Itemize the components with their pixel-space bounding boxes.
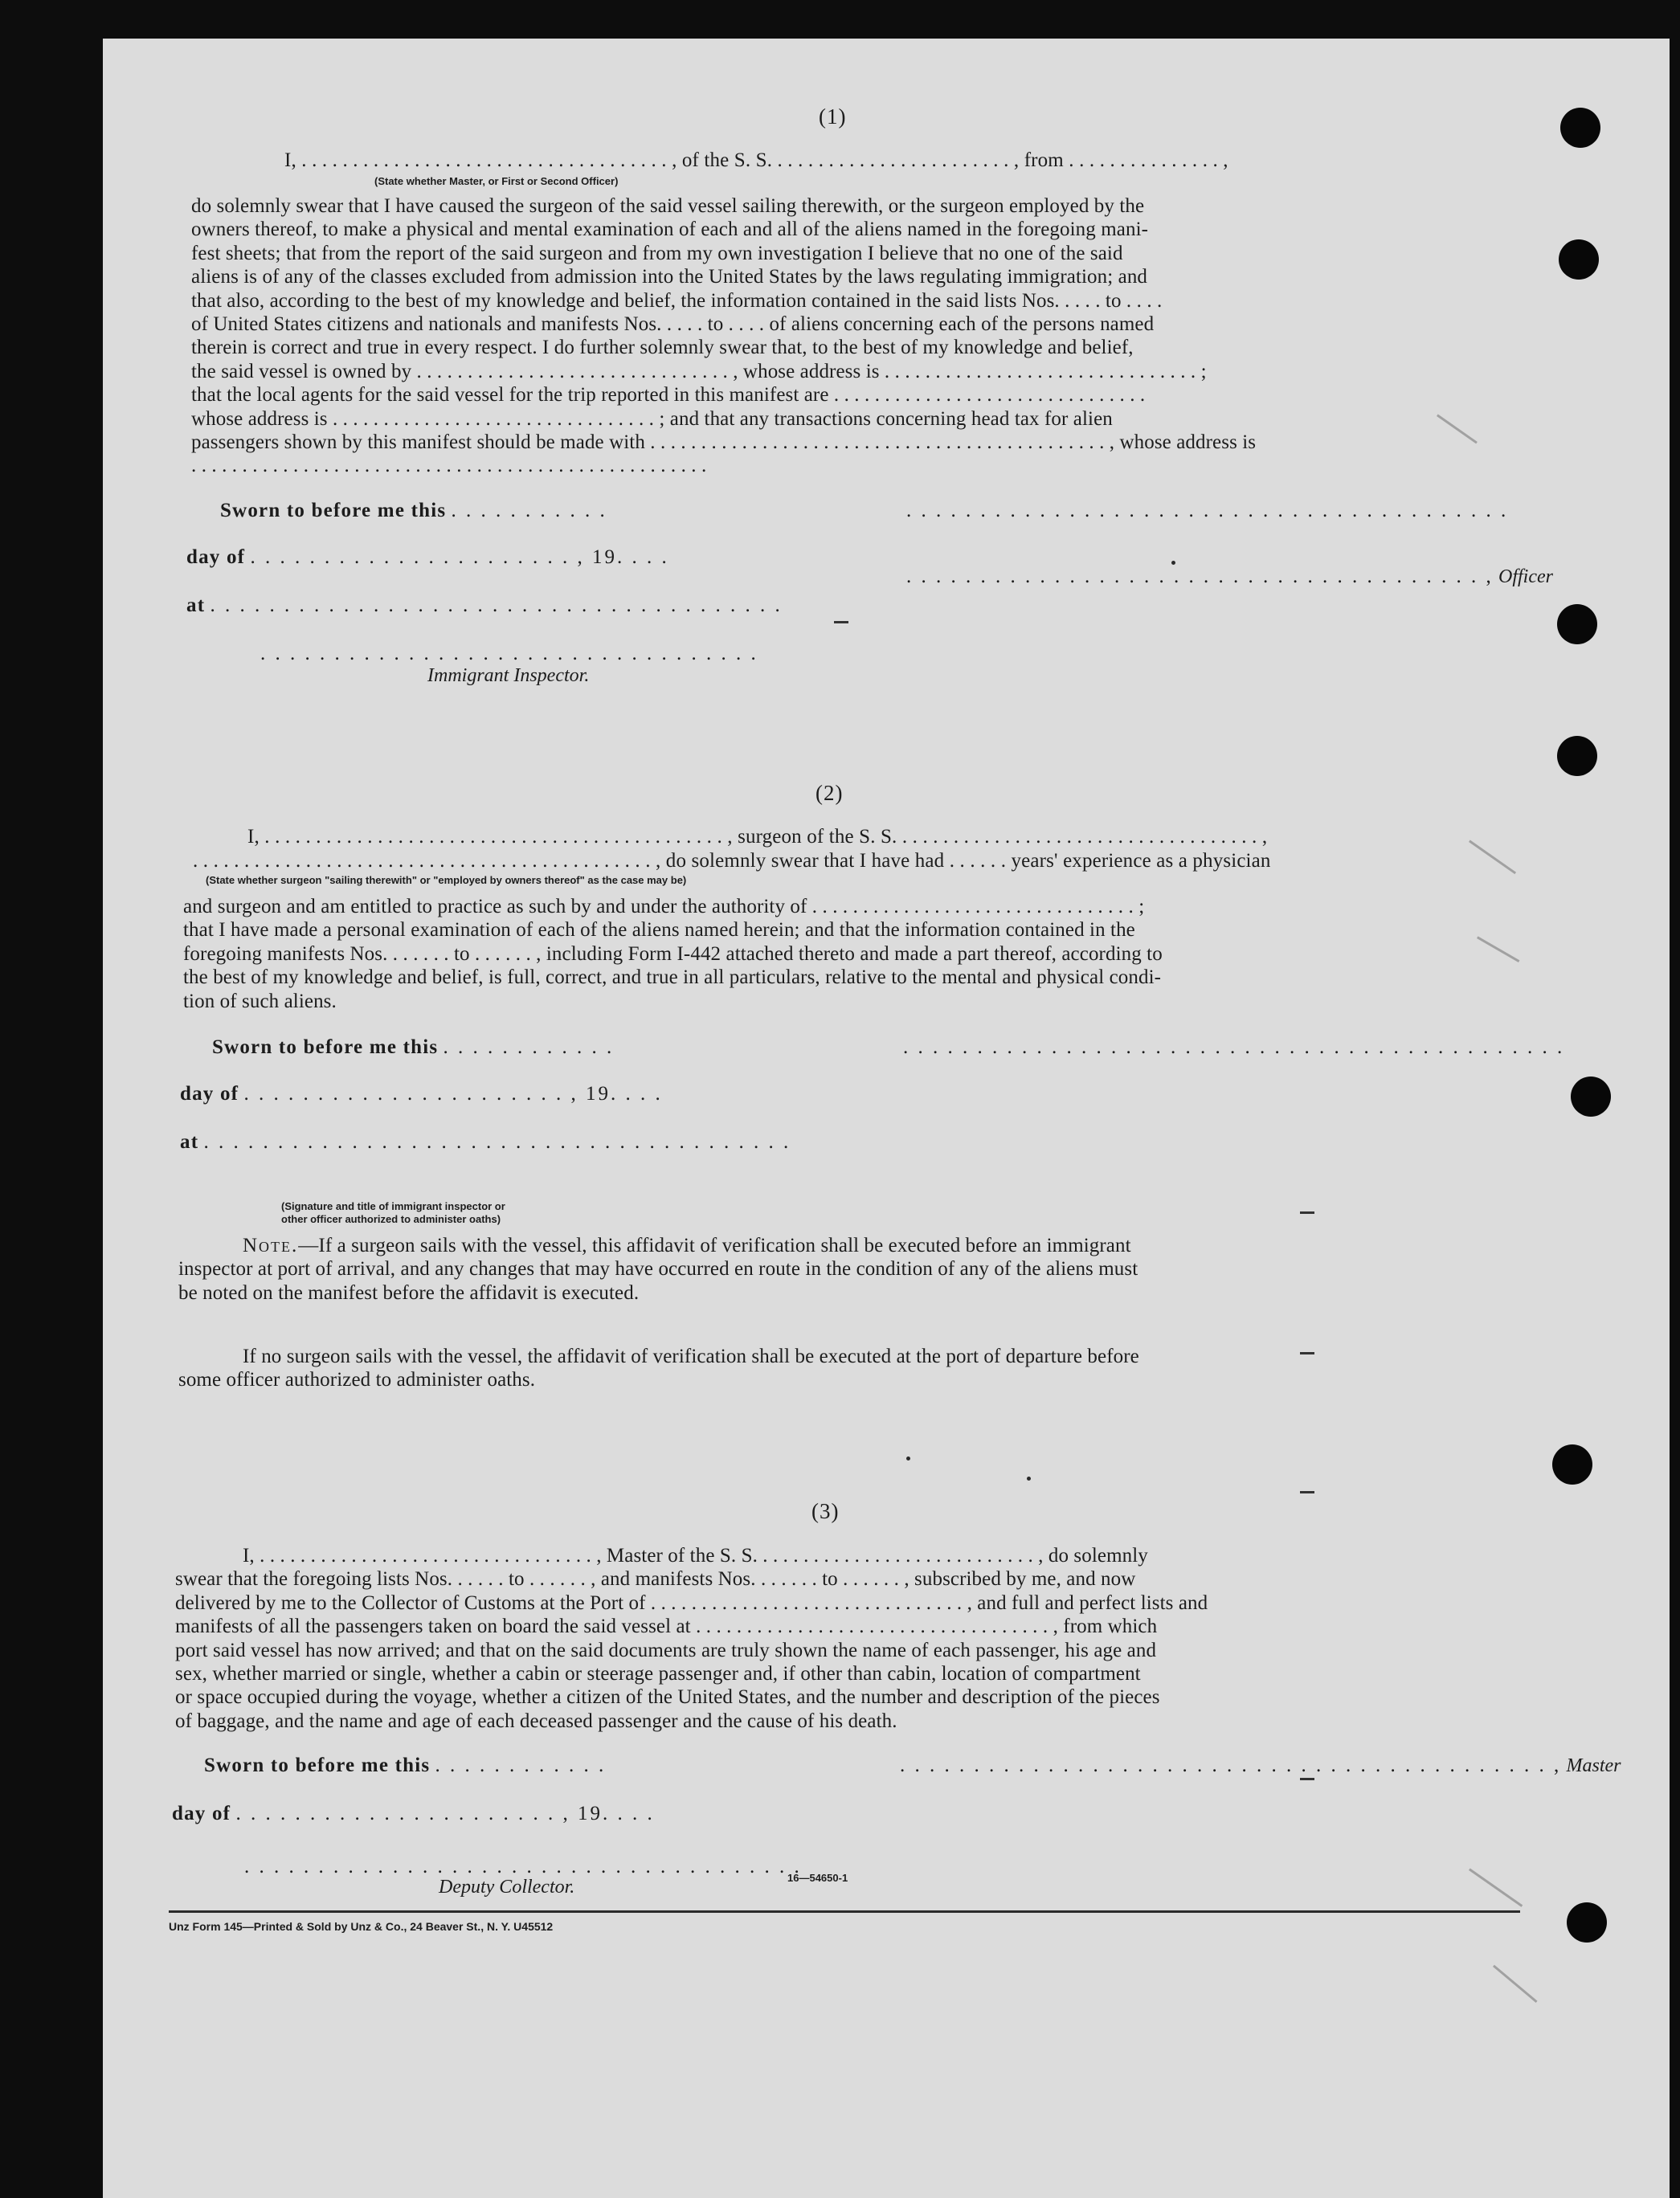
note-2-line: If no surgeon sails with the vessel, the affidavit of verification shall be executed at the port of departure before — [243, 1346, 1139, 1367]
section-1-day-row — [186, 546, 669, 569]
section-1-line: aliens is of any of the classes excluded from admission into the United States by the laws regulating immigration; and — [191, 266, 1148, 288]
section-3-line: or space occupied during the voyage, whether a citizen of the United States, and the number and description of the pieces — [175, 1686, 1160, 1709]
at-label: at — [180, 1131, 199, 1153]
at-blank: . . . . . . . . . . . . . . . . . . . . . . . . . . . . . . . . . . . . . . . — [210, 594, 783, 616]
punch-hole — [1552, 1444, 1592, 1485]
collector-blank: . . . . . . . . . . . . . . . . . . . . . . . . . . . . . . . . . . . . . . — [244, 1856, 802, 1877]
master-row — [900, 1755, 1621, 1777]
day-blank: . . . . . . . . . . . . . . . . . . . . . . , 19. . . . — [243, 1083, 663, 1105]
day-blank: . . . . . . . . . . . . . . . . . . . . . . , 19. . . . — [250, 546, 669, 568]
scan-dash — [834, 621, 848, 623]
section-3-number: (3) — [811, 1499, 840, 1523]
deputy-collector-label: Deputy Collector. — [439, 1877, 575, 1898]
section-1-line: that the local agents for the said vessel for the trip reported in this manifest are . . . . . . . . . . . . . . . . . . . . . . . . . . . . . . . — [191, 384, 1146, 407]
scan-streak — [1469, 840, 1516, 875]
scan-streak — [1437, 415, 1478, 444]
section-2-at-row — [180, 1131, 791, 1154]
section-2-number: (2) — [815, 781, 844, 805]
section-1-line: . . . . . . . . . . . . . . . . . . . . . . . . . . . . . . . . . . . . . . . . . . . . . . . . . . . — [191, 455, 707, 477]
scan-dash — [1300, 1211, 1314, 1214]
scan-streak — [1477, 936, 1519, 962]
officer-blank: . . . . . . . . . . . . . . . . . . . . . . . . . . . . . . . . . . . . . . . , — [906, 566, 1494, 587]
section-1-sworn-row — [220, 500, 607, 522]
section-3-line: delivered by me to the Collector of Customs at the Port of . . . . . . . . . . . . . . . . . . . . . . . . . . . . . . . , and full and perfect lists and — [175, 1591, 1208, 1614]
scan-dash — [1300, 1352, 1314, 1354]
section-2-line: the best of my knowledge and belief, is full, correct, and true in all particulars, relative to the mental and physical condi- — [183, 966, 1162, 989]
note-paragraph — [178, 1234, 1138, 1305]
section-2-second-line: . . . . . . . . . . . . . . . . . . . . . . . . . . . . . . . . . . . . . . . . . . . . . , do solemnly swear that I have had . . . . . . years' experience as a physician — [193, 850, 1271, 872]
sworn-blank: . . . . . . . . . . . — [451, 500, 607, 521]
section-3-line: of baggage, and the name and age of each deceased passenger and the cause of his death. — [175, 1710, 897, 1732]
section-2-sworn-row — [212, 1036, 614, 1059]
scan-speck — [906, 1456, 910, 1461]
at-label: at — [186, 594, 206, 616]
inspector-blank: . . . . . . . . . . . . . . . . . . . . . . . . . . . . . . . . . . — [260, 643, 758, 664]
sworn-label: Sworn to before me this — [220, 500, 447, 521]
section-3-line: port said vessel has now arrived; and that on the said documents are truly shown the name of each passenger, his age and — [175, 1639, 1157, 1661]
note-2-paragraph — [178, 1345, 1139, 1392]
punch-hole — [1559, 239, 1599, 280]
immigrant-inspector-label: Immigrant Inspector. — [427, 665, 590, 686]
section-1-line: of United States citizens and nationals and manifests Nos. . . . . to . . . . of aliens concerning each of the persons named — [191, 313, 1155, 336]
section-3-line: I, . . . . . . . . . . . . . . . . . . . . . . . . . . . . . . . . . , Master of the S. S. . . . . . . . . . . . . . . . . . . . . . . . . . . . , do solemnly — [243, 1545, 1148, 1567]
note-line: be noted on the manifest before the affidavit is executed. — [178, 1281, 640, 1304]
section-1-line: fest sheets; that from the report of the said surgeon and from my own investigation I believe that no one of the said — [191, 242, 1123, 264]
punch-hole — [1557, 736, 1597, 776]
section-1-line: whose address is . . . . . . . . . . . . . . . . . . . . . . . . . . . . . . . . ; and that any transactions concerning head tax for alien — [191, 407, 1113, 430]
section-3-line: sex, whether married or single, whether a cabin or steerage passenger and, if other than cabin, location of compartment — [175, 1663, 1141, 1685]
scan-dash — [1300, 1778, 1314, 1780]
note-line: inspector at port of arrival, and any changes that may have occurred en route in the condition of any of the aliens must — [178, 1258, 1138, 1281]
sworn-label: Sworn to before me this — [212, 1036, 439, 1058]
section-1-line: do solemnly swear that I have caused the surgeon of the said vessel sailing therewith, or the surgeon employed by the — [191, 195, 1145, 217]
signature-caption-line-2: other officer authorized to administer oaths) — [281, 1213, 501, 1225]
section-1-number: (1) — [819, 104, 847, 129]
day-of-label: day of — [186, 546, 246, 568]
scan-speck — [1171, 561, 1175, 565]
day-of-label: day of — [172, 1803, 231, 1824]
section-2-signature-blank: . . . . . . . . . . . . . . . . . . . . . . . . . . . . . . . . . . . . . . . . . . . . . — [903, 1036, 1565, 1058]
master-blank: . . . . . . . . . . . . . . . . . . . . . . . . . . . . . . . . . . . . . . . . . . . . , — [900, 1755, 1562, 1776]
section-2-caption: (State whether surgeon "sailing therewith" or "employed by owners thereof" as the case may be) — [206, 874, 687, 886]
section-2-line: tion of such aliens. — [183, 990, 337, 1012]
note-label: Note. — [243, 1235, 299, 1256]
section-3-sworn-row — [204, 1755, 606, 1777]
section-1-line: the said vessel is owned by . . . . . . . . . . . . . . . . . . . . . . . . . . . . . . . , whose address is . . . . . . . . . . . . . . . . . . . . . . . . . . . . . . . ; — [191, 360, 1207, 382]
day-blank: . . . . . . . . . . . . . . . . . . . . . . , 19. . . . — [235, 1803, 655, 1824]
scan-speck — [1027, 1477, 1031, 1481]
scan-streak — [1469, 1869, 1523, 1907]
section-3-day-row — [172, 1803, 655, 1825]
signature-caption-line-1: (Signature and title of immigrant inspector or — [281, 1200, 505, 1212]
sworn-label: Sworn to before me this — [204, 1755, 431, 1776]
section-1-line: that also, according to the best of my knowledge and belief, the information contained in the said lists Nos. . . . . to . . . . — [191, 289, 1163, 312]
printer-footer: Unz Form 145—Printed & Sold by Unz & Co., 24 Beaver St., N. Y. U45512 — [169, 1920, 554, 1933]
punch-hole — [1571, 1077, 1611, 1117]
section-2-line: and surgeon and am entitled to practice as such by and under the authority of . . . . . . . . . . . . . . . . . . . . . . . . . . . . . . . . ; — [183, 896, 1145, 917]
section-1-at-row — [186, 594, 783, 617]
section-1-caption: (State whether Master, or First or Second Officer) — [374, 175, 619, 187]
note-text: —If a surgeon sails with the vessel, this affidavit of verification shall be executed before an immigrant — [298, 1235, 1131, 1256]
section-3-line: swear that the foregoing lists Nos. . . . . . to . . . . . . , and manifests Nos. . . . . . . to . . . . . . , subscribed by me, and now — [175, 1568, 1136, 1591]
section-2-line: that I have made a personal examination of each of the aliens named herein; and that the information contained in the — [183, 919, 1135, 942]
note-2-line: some officer authorized to administer oaths. — [178, 1369, 536, 1391]
at-blank: . . . . . . . . . . . . . . . . . . . . . . . . . . . . . . . . . . . . . . . . — [203, 1131, 791, 1153]
section-3-line: manifests of all the passengers taken on board the said vessel at . . . . . . . . . . . . . . . . . . . . . . . . . . . . . . . . . . . , from which — [175, 1616, 1158, 1638]
scan-dash — [1300, 1491, 1314, 1493]
master-label: Master — [1566, 1755, 1621, 1776]
officer-label: Officer — [1498, 566, 1553, 587]
section-2-paragraph — [183, 895, 1163, 1013]
section-2-opening-line: I, . . . . . . . . . . . . . . . . . . . . . . . . . . . . . . . . . . . . . . . . . . . . . , surgeon of the S. S. . . . . . . . . . . . . . . . . . . . . . . . . . . . . . . . . . . . , — [247, 826, 1268, 848]
scan-streak — [1493, 1965, 1538, 2003]
section-1-line: therein is correct and true in every respect. I do further solemnly swear that, to the best of my knowledge and belief, — [191, 337, 1134, 359]
form-sheet — [103, 39, 1670, 2198]
section-1-opening-line: I, . . . . . . . . . . . . . . . . . . . . . . . . . . . . . . . . . . . . , of the S. S. . . . . . . . . . . . . . . . . . . . . . . . , from . . . . . . . . . . . . . . . , — [284, 149, 1228, 171]
punch-hole — [1560, 108, 1600, 148]
note-line — [178, 1234, 1138, 1257]
form-number: 16—54650-1 — [787, 1872, 848, 1884]
section-1-line: passengers shown by this manifest should be made with . . . . . . . . . . . . . . . . . . . . . . . . . . . . . . . . . . . . . . . . . . . . . , whose address is — [191, 431, 1257, 454]
sworn-blank: . . . . . . . . . . . . — [435, 1755, 607, 1776]
section-1-signature-blank: . . . . . . . . . . . . . . . . . . . . . . . . . . . . . . . . . . . . . . . . . — [906, 500, 1509, 521]
section-1-line: owners thereof, to make a physical and mental examination of each and all of the aliens named in the foregoing mani- — [191, 219, 1149, 241]
section-1-paragraph — [191, 194, 1256, 478]
day-of-label: day of — [180, 1083, 239, 1105]
section-2-line: foregoing manifests Nos. . . . . . . to . . . . . . , including Form I-442 attached thereto and made a part thereof, according to — [183, 942, 1163, 965]
section-3-paragraph — [175, 1544, 1208, 1733]
sworn-blank: . . . . . . . . . . . . — [443, 1036, 615, 1058]
footer-rule — [169, 1910, 1520, 1913]
section-1-officer-row — [906, 566, 1553, 588]
punch-hole — [1557, 604, 1597, 644]
section-2-day-row — [180, 1083, 663, 1105]
punch-hole — [1567, 1902, 1607, 1943]
